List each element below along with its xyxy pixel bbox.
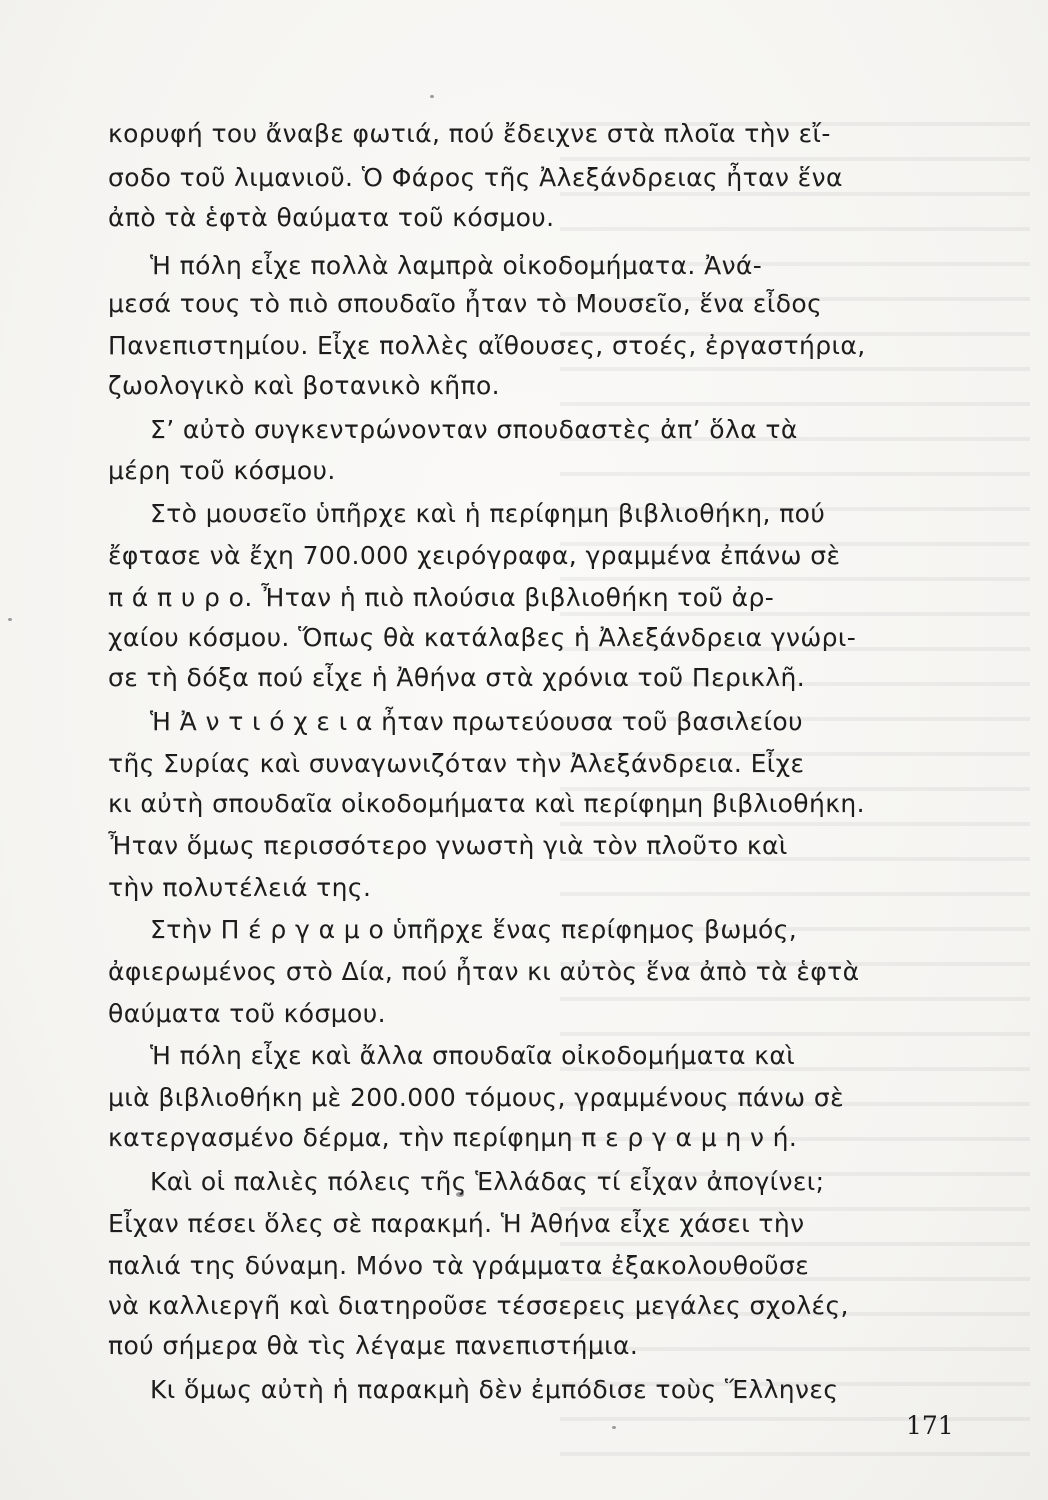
text-line: ἀπὸ τὰ ἑφτὰ θαύματα τοῦ κόσμου. bbox=[108, 203, 555, 232]
text-line: χαίου κόσμου. Ὅπως θὰ κατάλαβες ἡ Ἀλεξάνδρεια γνώρι- bbox=[108, 623, 857, 652]
text-line: Ἦταν ὅμως περισσότερο γνωστὴ γιὰ τὸν πλοῦτο καὶ bbox=[108, 831, 788, 860]
text-line: μιὰ βιβλιοθήκη μὲ 200.000 τόμους, γραμμένους πάνω σὲ bbox=[108, 1083, 844, 1112]
text-line: τῆς Συρίας καὶ συναγωνιζόταν τὴν Ἀλεξάνδρεια. Εἶχε bbox=[108, 749, 805, 778]
text-line: παλιά της δύναμη. Μόνο τὰ γράμματα ἐξακολουθοῦσε bbox=[108, 1251, 810, 1280]
text-line: μεσά τους τὸ πιὸ σπουδαῖο ἦταν τὸ Μουσεῖο, ἕνα εἶδος bbox=[108, 289, 823, 318]
text-line: Ἡ πόλη εἶχε καὶ ἄλλα σπουδαῖα οἰκοδομήματα καὶ bbox=[150, 1041, 796, 1070]
text-line: Σ’ αὐτὸ συγκεντρώνονταν σπουδαστὲς ἀπ’ ὅλα τὰ bbox=[150, 415, 798, 444]
text-line: π ά π υ ρ ο. Ἦταν ἡ πιὸ πλούσια βιβλιοθήκη τοῦ ἀρ- bbox=[108, 583, 775, 612]
text-line: κορυφή του ἄναβε φωτιά, πού ἔδειχνε στὰ πλοῖα τὴν εἴ- bbox=[108, 119, 831, 148]
text-line: Ἡ πόλη εἶχε πολλὰ λαμπρὰ οἰκοδομήματα. Ἀνά- bbox=[150, 251, 763, 280]
text-line: μέρη τοῦ κόσμου. bbox=[108, 456, 336, 485]
text-line: πού σήμερα θὰ τὶς λέγαμε πανεπιστήμια. bbox=[108, 1331, 639, 1360]
text-line: Στὸ μουσεῖο ὑπῆρχε καὶ ἡ περίφημη βιβλιοθήκη, πού bbox=[150, 499, 826, 528]
text-line: ἀφιερωμένος στὸ Δία, πού ἦταν κι αὐτὸς ἕνα ἀπὸ τὰ ἑφτὰ bbox=[108, 957, 860, 986]
text-line: Στὴν Π έ ρ γ α μ ο ὑπῆρχε ἕνας περίφημος βωμός, bbox=[150, 915, 798, 944]
paper-speck bbox=[612, 1426, 616, 1429]
text-line: ἔφτασε νὰ ἔχη 700.000 χειρόγραφα, γραμμένα ἐπάνω σὲ bbox=[108, 541, 841, 570]
text-line: Καὶ οἱ παλιὲς πόλεις τῆς Ἑλλάδας τί εἶχαν ἀπογίνει; bbox=[150, 1167, 825, 1196]
text-line: Κι ὅμως αὐτὴ ἡ παρακμὴ δὲν ἐμπόδισε τοὺς Ἕλληνες bbox=[150, 1375, 839, 1404]
paper-speck bbox=[8, 618, 12, 621]
paper-speck bbox=[430, 95, 434, 98]
text-line: τὴν πολυτέλειά της. bbox=[108, 873, 372, 902]
page-number: 171 bbox=[906, 1411, 954, 1440]
text-line: κι αὐτὴ σπουδαῖα οἰκοδομήματα καὶ περίφημη βιβλιοθήκη. bbox=[108, 789, 865, 818]
text-line: κατεργασμένο δέρμα, τὴν περίφημη π ε ρ γ α μ η ν ή. bbox=[108, 1123, 798, 1152]
text-line: ζωολογικὸ καὶ βοτανικὸ κῆπο. bbox=[108, 371, 501, 400]
text-line: θαύματα τοῦ κόσμου. bbox=[108, 999, 386, 1028]
text-line: Ἡ Ἀ ν τ ι ό χ ε ι α ἦταν πρωτεύουσα τοῦ βασιλείου bbox=[150, 707, 803, 736]
text-line: σοδο τοῦ λιμανιοῦ. Ὁ Φάρος τῆς Ἀλεξάνδρειας ἦταν ἕνα bbox=[108, 163, 843, 192]
text-line: Πανεπιστημίου. Εἶχε πολλὲς αἴθουσες, στοές, ἐργαστήρια, bbox=[108, 331, 866, 360]
text-line: Εἶχαν πέσει ὅλες σὲ παρακμή. Ἡ Ἀθήνα εἶχε χάσει τὴν bbox=[108, 1209, 805, 1238]
text-line: νὰ καλλιεργῆ καὶ διατηροῦσε τέσσερεις μεγάλες σχολές, bbox=[108, 1291, 849, 1320]
text-line: σε τὴ δόξα πού εἶχε ἡ Ἀθήνα στὰ χρόνια τοῦ Περικλῆ. bbox=[108, 663, 806, 692]
